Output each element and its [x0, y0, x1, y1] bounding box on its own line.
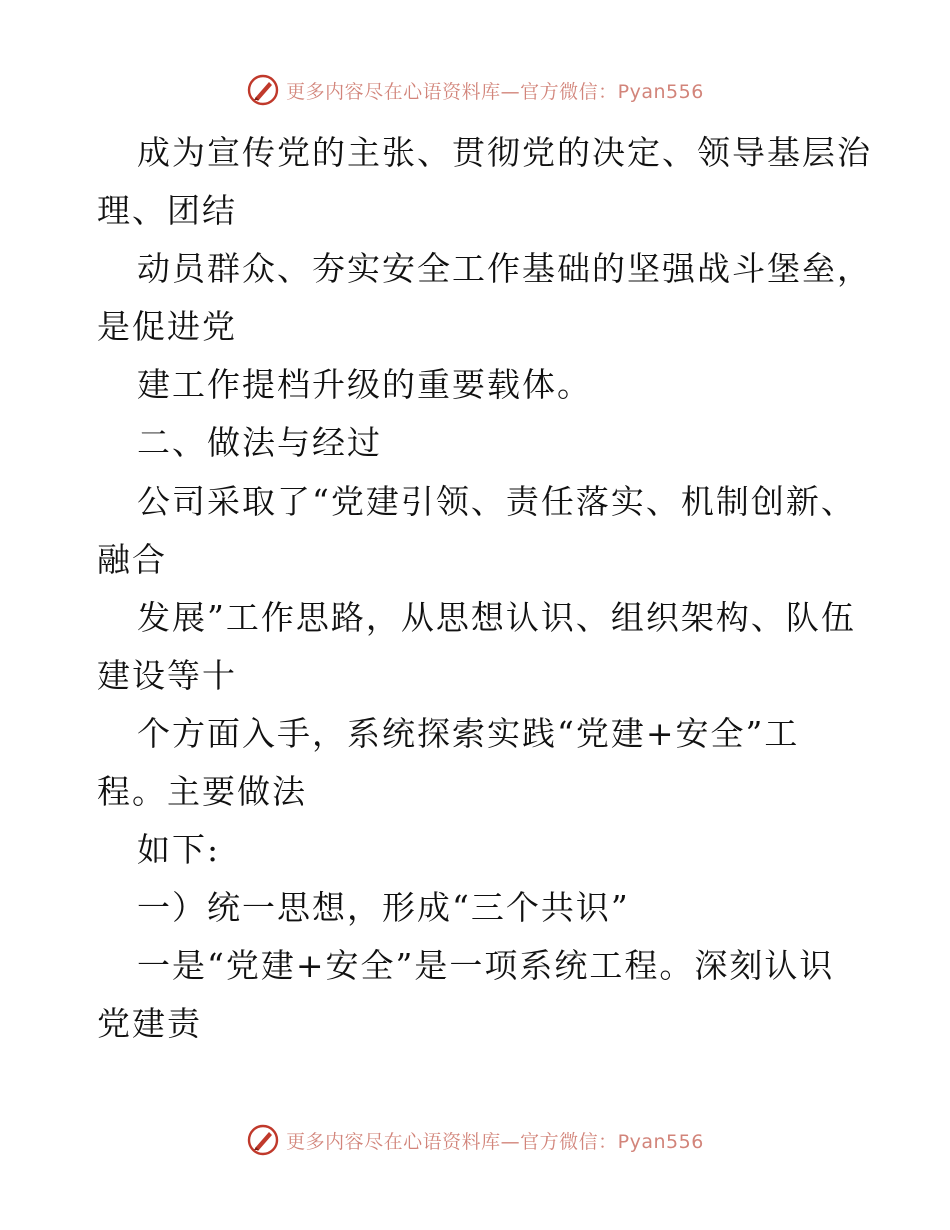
header-banner-text: 更多内容尽在心语资料库—官方微信：Pyan556: [286, 80, 704, 103]
text-line: 成为宣传党的主张、贯彻党的决定、领导基层治: [137, 133, 872, 172]
text-line: 一是“党建+安全”是一项系统工程。深刻认识: [137, 946, 835, 986]
pen-logo-icon: [246, 73, 280, 107]
text-line: 建设等十: [97, 655, 237, 695]
text-line: 发展”工作思路，从思想认识、组织架构、队伍: [137, 597, 856, 637]
header-banner: [0, 70, 950, 110]
text-line: 动员群众、夯实安全工作基础的坚强战斗堡垒，: [137, 249, 872, 289]
text-line: 程。主要做法: [97, 772, 307, 812]
pen-logo-icon: [246, 1123, 280, 1157]
text-line: 党建责: [97, 1004, 202, 1044]
footer-banner-text: 更多内容尽在心语资料库—官方微信：Pyan556: [286, 1130, 704, 1153]
text-line: 公司采取了“党建引领、责任落实、机制创新、: [137, 481, 856, 521]
text-line: 是促进党: [97, 307, 237, 347]
subsection-heading: 一）统一思想，形成“三个共识”: [137, 888, 630, 928]
section-heading: 二、做法与经过: [137, 423, 382, 463]
text-line: 个方面入手，系统探索实践“党建+安全”工: [137, 713, 800, 753]
text-line: 建工作提档升级的重要载体。: [137, 365, 592, 405]
document-body: [97, 124, 872, 1054]
text-line: 融合: [97, 539, 167, 579]
text-line: 理、团结: [97, 191, 237, 231]
text-line: 如下:: [137, 830, 221, 870]
footer-banner: [0, 1120, 950, 1160]
